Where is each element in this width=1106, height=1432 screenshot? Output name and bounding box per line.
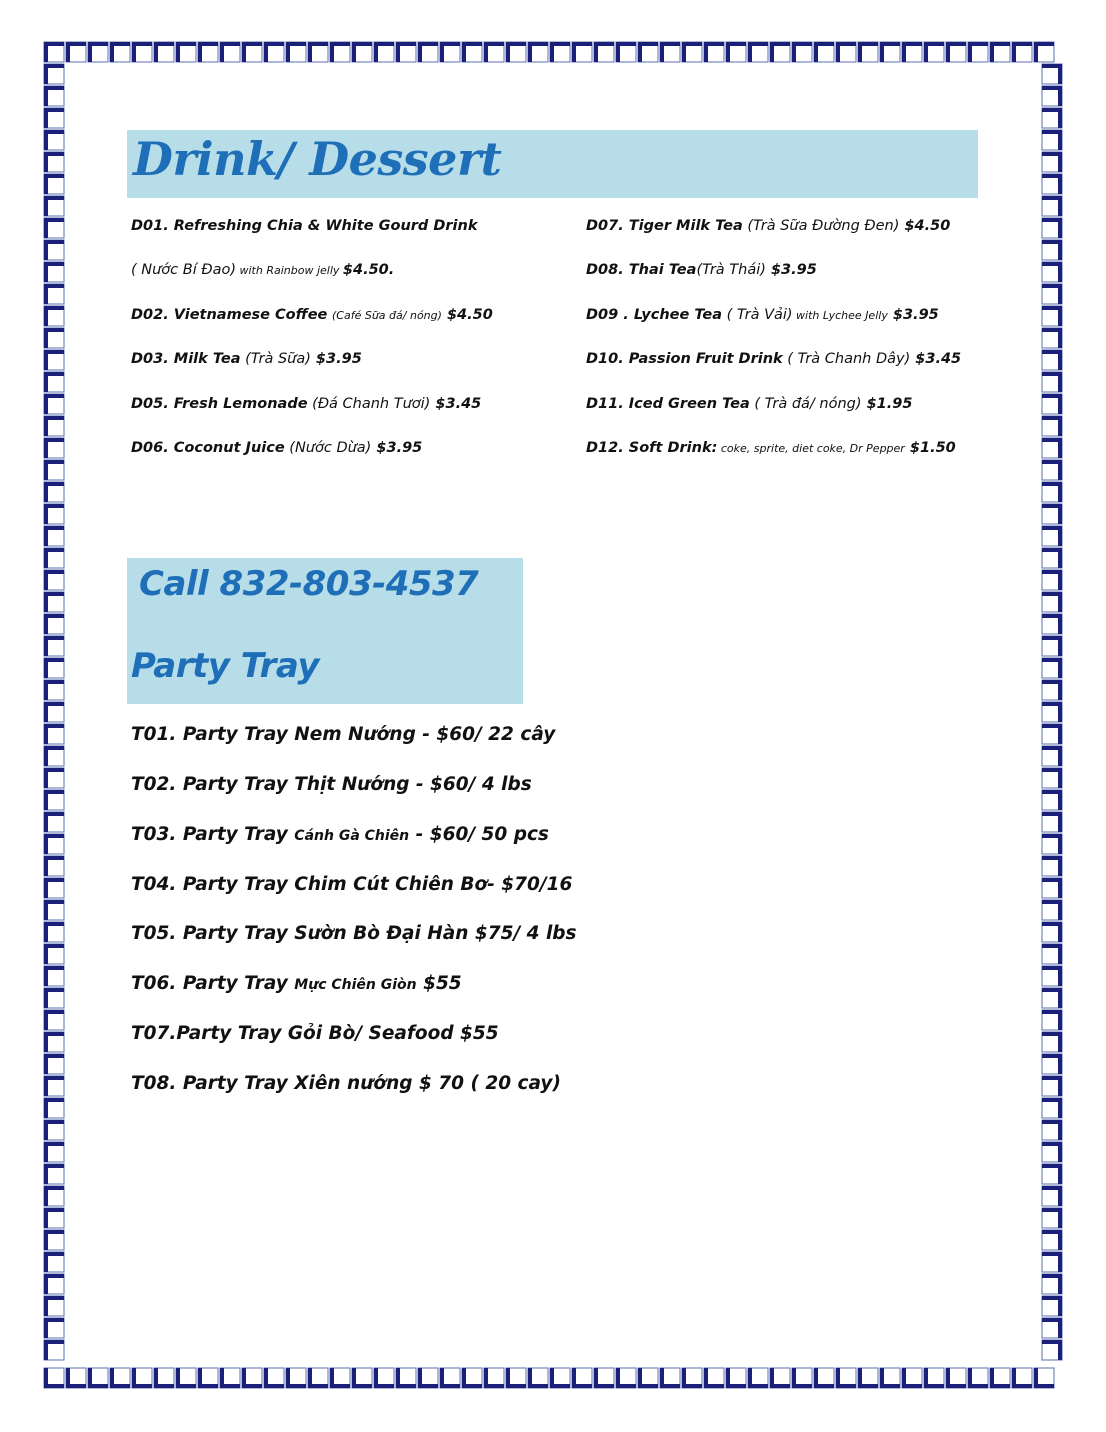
border-tile bbox=[44, 1274, 64, 1294]
border-tile bbox=[1042, 834, 1062, 854]
tray-item-t02: T02. Party Tray Thịt Nướng - $60/ 4 lbs bbox=[131, 774, 532, 795]
border-tile bbox=[44, 724, 64, 744]
border-tile bbox=[528, 1368, 548, 1388]
border-tile bbox=[44, 1318, 64, 1338]
border-tile bbox=[1042, 900, 1062, 920]
border-tile bbox=[44, 240, 64, 260]
border-tile bbox=[396, 1368, 416, 1388]
border-tile bbox=[1042, 658, 1062, 678]
tray-item-t06: T06. Party Tray Mực Chiên Giòn $55 bbox=[131, 973, 462, 994]
border-tile bbox=[946, 1368, 966, 1388]
border-tile bbox=[1042, 1010, 1062, 1030]
border-tile bbox=[44, 460, 64, 480]
border-tile bbox=[638, 1368, 658, 1388]
border-tile bbox=[44, 966, 64, 986]
border-tile bbox=[1042, 966, 1062, 986]
drink-item-d10: D10. Passion Fruit Drink ( Trà Chanh Dây) $3.45 bbox=[586, 351, 962, 367]
border-tile bbox=[748, 1368, 768, 1388]
border-tile bbox=[1042, 504, 1062, 524]
border-tile bbox=[308, 1368, 328, 1388]
border-tile bbox=[1042, 218, 1062, 238]
border-tile bbox=[1042, 152, 1062, 172]
border-tile bbox=[726, 1368, 746, 1388]
border-tile bbox=[66, 1368, 86, 1388]
border-tile bbox=[44, 504, 64, 524]
border-tile bbox=[44, 548, 64, 568]
border-tile bbox=[242, 1368, 262, 1388]
border-tile bbox=[1042, 306, 1062, 326]
border-tile bbox=[968, 1368, 988, 1388]
tray-item-t01: T01. Party Tray Nem Nướng - $60/ 22 cây bbox=[131, 724, 556, 745]
border-tile bbox=[44, 1010, 64, 1030]
border-tile bbox=[44, 174, 64, 194]
border-tile bbox=[286, 42, 306, 62]
border-tile bbox=[110, 42, 130, 62]
border-tile bbox=[1042, 724, 1062, 744]
border-tile bbox=[44, 1076, 64, 1096]
border-tile bbox=[308, 42, 328, 62]
border-tile bbox=[44, 196, 64, 216]
border-tile bbox=[132, 1368, 152, 1388]
border-tile bbox=[1042, 1076, 1062, 1096]
border-tile bbox=[1042, 460, 1062, 480]
border-tile bbox=[44, 416, 64, 436]
border-tile bbox=[176, 1368, 196, 1388]
border-tile bbox=[44, 900, 64, 920]
border-tile bbox=[1042, 196, 1062, 216]
border-tile bbox=[440, 1368, 460, 1388]
border-tile bbox=[44, 350, 64, 370]
border-tile bbox=[1042, 812, 1062, 832]
border-tile bbox=[44, 834, 64, 854]
border-tile bbox=[924, 1368, 944, 1388]
border-tile bbox=[990, 42, 1010, 62]
border-tile bbox=[990, 1368, 1010, 1388]
border-tile bbox=[484, 1368, 504, 1388]
border-tile bbox=[1042, 614, 1062, 634]
border-tile bbox=[836, 42, 856, 62]
border-tile bbox=[44, 768, 64, 788]
border-tile bbox=[330, 1368, 350, 1388]
border-tile bbox=[506, 42, 526, 62]
border-tile bbox=[1042, 1032, 1062, 1052]
border-tile bbox=[462, 42, 482, 62]
border-tile bbox=[836, 1368, 856, 1388]
drink-item-d12: D12. Soft Drink: coke, sprite, diet coke, Dr Pepper $1.50 bbox=[586, 440, 956, 456]
border-tile bbox=[1042, 394, 1062, 414]
border-tile bbox=[1042, 416, 1062, 436]
border-tile bbox=[1042, 1230, 1062, 1250]
party-tray-banner bbox=[127, 558, 523, 704]
border-tile bbox=[1042, 1296, 1062, 1316]
border-tile bbox=[946, 42, 966, 62]
border-tile bbox=[44, 152, 64, 172]
border-tile bbox=[1042, 284, 1062, 304]
border-tile bbox=[1042, 790, 1062, 810]
border-tile bbox=[44, 1142, 64, 1162]
drink-item-d07: D07. Tiger Milk Tea (Trà Sữa Đường Đen) $4.50 bbox=[586, 218, 951, 234]
border-tile bbox=[286, 1368, 306, 1388]
border-tile bbox=[44, 482, 64, 502]
border-tile bbox=[1012, 1368, 1032, 1388]
border-tile bbox=[1042, 702, 1062, 722]
border-tile bbox=[1042, 988, 1062, 1008]
border-tile bbox=[1042, 438, 1062, 458]
border-tile bbox=[66, 42, 86, 62]
border-tile bbox=[44, 614, 64, 634]
border-tile bbox=[352, 1368, 372, 1388]
border-tile bbox=[594, 1368, 614, 1388]
border-tile bbox=[616, 42, 636, 62]
border-tile bbox=[506, 1368, 526, 1388]
border-tile bbox=[484, 42, 504, 62]
border-tile bbox=[418, 42, 438, 62]
border-tile bbox=[44, 1368, 64, 1388]
border-tile bbox=[374, 1368, 394, 1388]
border-tile bbox=[968, 42, 988, 62]
border-tile bbox=[792, 1368, 812, 1388]
border-tile bbox=[176, 42, 196, 62]
border-tile bbox=[154, 42, 174, 62]
border-tile bbox=[792, 42, 812, 62]
border-tile bbox=[44, 856, 64, 876]
border-tile bbox=[682, 42, 702, 62]
border-tile bbox=[880, 1368, 900, 1388]
border-tile bbox=[594, 42, 614, 62]
border-tile bbox=[44, 636, 64, 656]
border-tile bbox=[44, 1208, 64, 1228]
border-tile bbox=[1042, 746, 1062, 766]
border-tile bbox=[44, 328, 64, 348]
border-tile bbox=[880, 42, 900, 62]
tray-item-t03: T03. Party Tray Cánh Gà Chiên - $60/ 50 pcs bbox=[131, 824, 549, 845]
border-tile bbox=[440, 42, 460, 62]
drink-dessert-heading: Drink/ Dessert bbox=[133, 132, 502, 186]
border-tile bbox=[682, 1368, 702, 1388]
border-tile bbox=[1042, 856, 1062, 876]
border-tile bbox=[44, 812, 64, 832]
border-tile bbox=[242, 42, 262, 62]
border-tile bbox=[1042, 240, 1062, 260]
border-tile bbox=[374, 42, 394, 62]
border-tile bbox=[1042, 570, 1062, 590]
border-tile bbox=[770, 1368, 790, 1388]
border-tile bbox=[44, 592, 64, 612]
border-tile bbox=[1042, 64, 1062, 84]
border-tile bbox=[44, 988, 64, 1008]
border-tile bbox=[44, 108, 64, 128]
border-tile bbox=[1042, 328, 1062, 348]
drink-item-d11: D11. Iced Green Tea ( Trà đá/ nóng) $1.95 bbox=[586, 396, 913, 412]
border-tile bbox=[924, 42, 944, 62]
border-tile bbox=[1042, 1054, 1062, 1074]
border-tile bbox=[1042, 922, 1062, 942]
border-tile bbox=[814, 1368, 834, 1388]
border-tile bbox=[1034, 1368, 1054, 1388]
border-tile bbox=[1042, 1120, 1062, 1140]
border-tile bbox=[352, 42, 372, 62]
border-tile bbox=[616, 1368, 636, 1388]
border-tile bbox=[44, 944, 64, 964]
border-tile bbox=[1042, 526, 1062, 546]
border-tile bbox=[1042, 878, 1062, 898]
border-tile bbox=[902, 1368, 922, 1388]
border-tile bbox=[44, 1054, 64, 1074]
border-tile bbox=[1042, 372, 1062, 392]
border-tile bbox=[44, 1120, 64, 1140]
border-tile bbox=[44, 1098, 64, 1118]
border-tile bbox=[1042, 1142, 1062, 1162]
tray-item-t05: T05. Party Tray Sườn Bò Đại Hàn $75/ 4 lbs bbox=[131, 923, 577, 944]
border-tile bbox=[1042, 108, 1062, 128]
border-tile bbox=[44, 130, 64, 150]
border-tile bbox=[44, 394, 64, 414]
border-tile bbox=[726, 42, 746, 62]
border-tile bbox=[1042, 1186, 1062, 1206]
border-tile bbox=[44, 1340, 64, 1360]
border-tile bbox=[44, 218, 64, 238]
border-tile bbox=[1042, 1098, 1062, 1118]
border-tile bbox=[396, 42, 416, 62]
border-tile bbox=[220, 42, 240, 62]
border-tile bbox=[88, 1368, 108, 1388]
border-tile bbox=[1042, 174, 1062, 194]
border-tile bbox=[1042, 350, 1062, 370]
border-tile bbox=[44, 1252, 64, 1272]
border-tile bbox=[44, 1230, 64, 1250]
border-tile bbox=[1034, 42, 1054, 62]
border-tile bbox=[198, 1368, 218, 1388]
border-tile bbox=[44, 1032, 64, 1052]
drink-item-d02: D02. Vietnamese Coffee (Café Sữa đá/ nóng) $4.50 bbox=[131, 307, 493, 323]
border-tile bbox=[1042, 680, 1062, 700]
border-tile bbox=[1042, 130, 1062, 150]
border-tile bbox=[902, 42, 922, 62]
border-tile bbox=[1042, 768, 1062, 788]
border-tile bbox=[44, 306, 64, 326]
drink-dessert-banner bbox=[127, 130, 978, 198]
border-tile bbox=[572, 1368, 592, 1388]
border-tile bbox=[704, 1368, 724, 1388]
border-tile bbox=[44, 64, 64, 84]
border-tile bbox=[418, 1368, 438, 1388]
border-tile bbox=[44, 922, 64, 942]
border-tile bbox=[1042, 548, 1062, 568]
border-tile bbox=[1042, 1318, 1062, 1338]
border-tile bbox=[1042, 1208, 1062, 1228]
border-tile bbox=[110, 1368, 130, 1388]
border-tile bbox=[660, 42, 680, 62]
phone-number: Call 832-803-4537 bbox=[139, 564, 479, 604]
border-tile bbox=[770, 42, 790, 62]
border-tile bbox=[1042, 86, 1062, 106]
border-tile bbox=[858, 1368, 878, 1388]
border-tile bbox=[638, 42, 658, 62]
border-tile bbox=[44, 702, 64, 722]
border-tile bbox=[550, 1368, 570, 1388]
border-tile bbox=[330, 42, 350, 62]
border-tile bbox=[264, 42, 284, 62]
border-tile bbox=[220, 1368, 240, 1388]
border-tile bbox=[550, 42, 570, 62]
border-tile bbox=[1042, 1340, 1062, 1360]
drink-item-d01: D01. Refreshing Chia & White Gourd Drink bbox=[131, 218, 478, 234]
border-tile bbox=[1042, 262, 1062, 282]
border-tile bbox=[1042, 1274, 1062, 1294]
border-tile bbox=[44, 86, 64, 106]
drink-item-d03: D03. Milk Tea (Trà Sữa) $3.95 bbox=[131, 351, 362, 367]
border-tile bbox=[462, 1368, 482, 1388]
border-tile bbox=[858, 42, 878, 62]
border-tile bbox=[44, 878, 64, 898]
border-tile bbox=[1042, 592, 1062, 612]
border-tile bbox=[1042, 482, 1062, 502]
tray-item-t08: T08. Party Tray Xiên nướng $ 70 ( 20 cay) bbox=[131, 1073, 561, 1094]
border-tile bbox=[44, 570, 64, 590]
border-tile bbox=[88, 42, 108, 62]
party-tray-heading: Party Tray bbox=[131, 646, 319, 686]
border-tile bbox=[44, 680, 64, 700]
border-tile bbox=[44, 658, 64, 678]
border-tile bbox=[814, 42, 834, 62]
border-tile bbox=[44, 790, 64, 810]
border-tile bbox=[44, 526, 64, 546]
border-tile bbox=[1042, 1164, 1062, 1184]
drink-item-d08: D08. Thai Tea(Trà Thái) $3.95 bbox=[586, 262, 817, 278]
border-tile bbox=[44, 372, 64, 392]
border-tile bbox=[1012, 42, 1032, 62]
border-tile bbox=[528, 42, 548, 62]
border-tile bbox=[198, 42, 218, 62]
border-tile bbox=[1042, 944, 1062, 964]
border-tile bbox=[44, 262, 64, 282]
border-tile bbox=[748, 42, 768, 62]
border-tile bbox=[44, 284, 64, 304]
drink-item-d01-continued: ( Nước Bí Đao) with Rainbow jelly $4.50. bbox=[131, 262, 395, 278]
border-tile bbox=[660, 1368, 680, 1388]
border-tile bbox=[44, 1186, 64, 1206]
border-tile bbox=[44, 1296, 64, 1316]
border-tile bbox=[44, 746, 64, 766]
drink-item-d09: D09 . Lychee Tea ( Trà Vải) with Lychee Jelly $3.95 bbox=[586, 307, 939, 323]
tray-item-t04: T04. Party Tray Chim Cút Chiên Bơ- $70/16 bbox=[131, 874, 573, 895]
border-tile bbox=[44, 438, 64, 458]
border-tile bbox=[704, 42, 724, 62]
border-tile bbox=[44, 42, 64, 62]
border-tile bbox=[1042, 1252, 1062, 1272]
tray-item-t07: T07.Party Tray Gỏi Bò/ Seafood $55 bbox=[131, 1023, 499, 1044]
drink-item-d06: D06. Coconut Juice (Nước Dừa) $3.95 bbox=[131, 440, 423, 456]
border-tile bbox=[264, 1368, 284, 1388]
border-tile bbox=[154, 1368, 174, 1388]
border-tile bbox=[132, 42, 152, 62]
drink-item-d05: D05. Fresh Lemonade (Đá Chanh Tươi) $3.45 bbox=[131, 396, 482, 412]
border-tile bbox=[572, 42, 592, 62]
border-tile bbox=[44, 1164, 64, 1184]
border-tile bbox=[1042, 636, 1062, 656]
